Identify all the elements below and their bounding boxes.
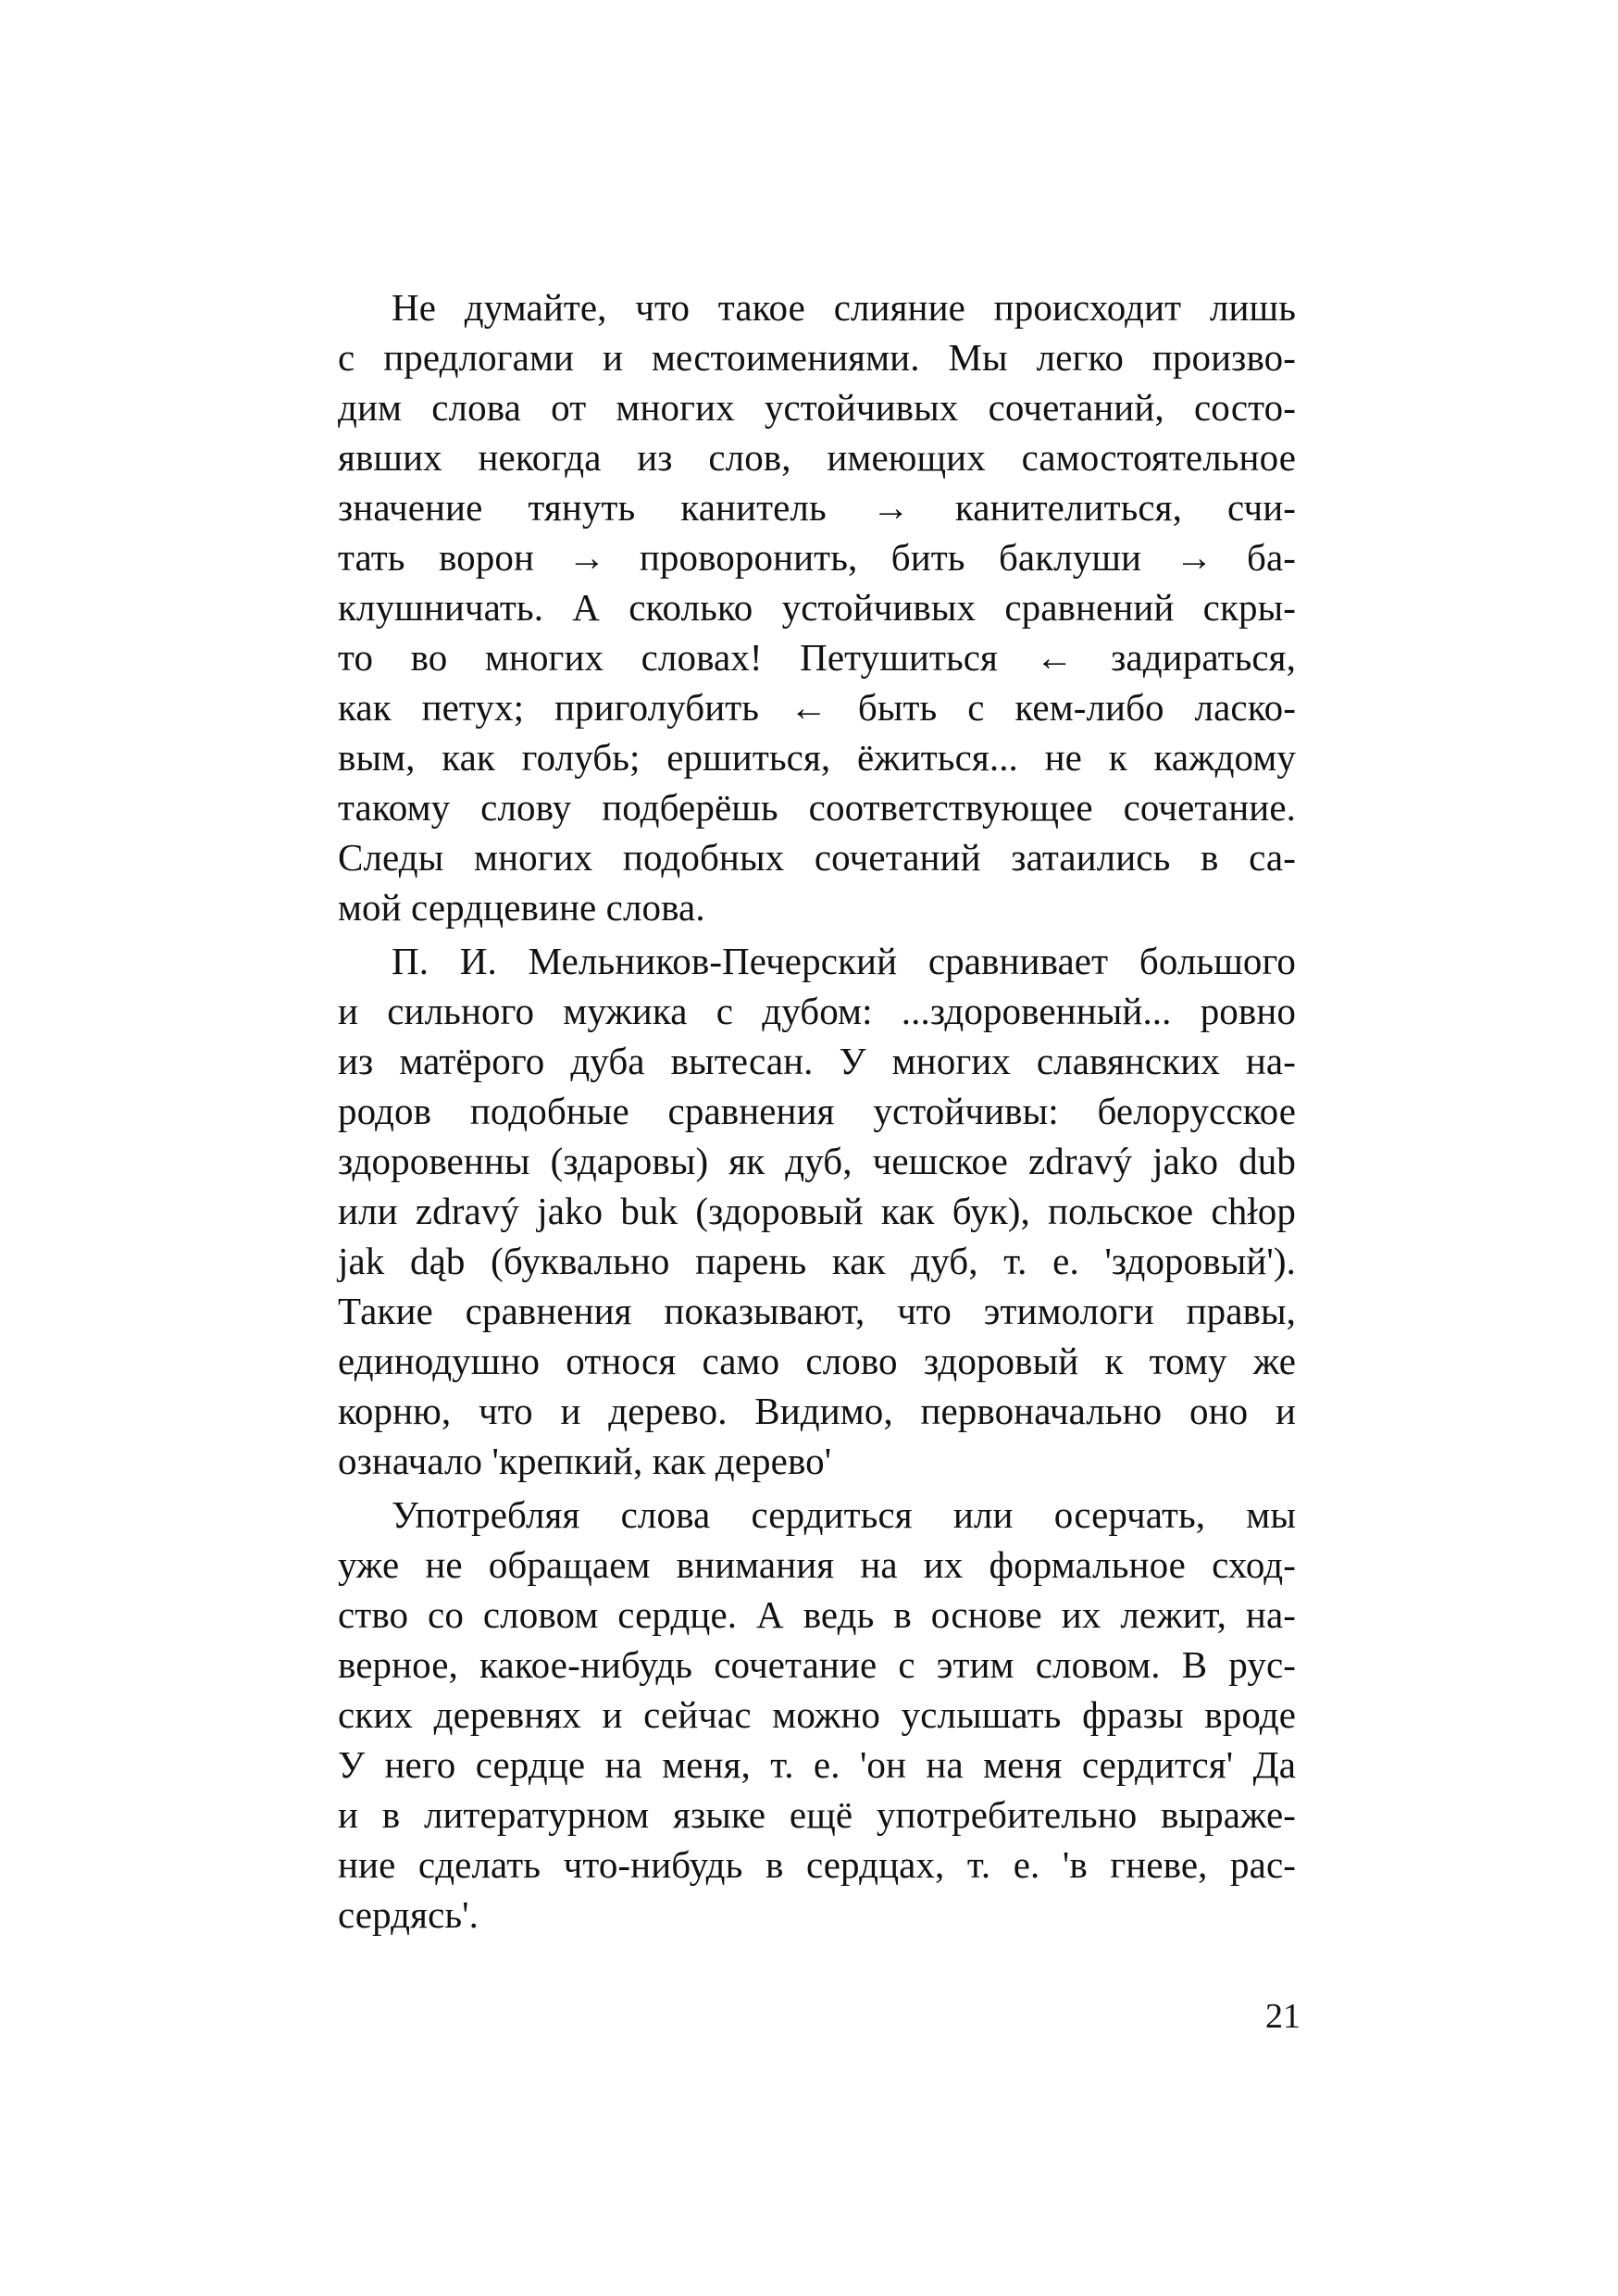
text-line: родов подобные сравнения устойчивы: белорусское <box>338 1090 1296 1132</box>
text-line: ских деревнях и сейчас можно услышать фразы вроде <box>338 1693 1296 1736</box>
text-line: верное, какое-нибудь сочетание с этим словом. В рус- <box>338 1643 1296 1686</box>
text-line: с предлогами и местоимениями. Мы легко произво- <box>338 336 1296 379</box>
text-line: тать ворон → проворонить, бить баклуши → ба- <box>338 536 1296 579</box>
text-line: мой сердцевине слова. <box>338 886 705 929</box>
text-line: уже не обращаем внимания на их формальное сход- <box>338 1543 1296 1586</box>
text-line: Такие сравнения показывают, что этимологи правы, <box>338 1290 1296 1332</box>
text-line: означало 'крепкий, как дерево' <box>338 1440 832 1482</box>
text-line: вым, как голубь; ершиться, ёжиться... не к каждому <box>338 736 1296 779</box>
text-line: здоровенны (здаровы) як дуб, чешское zdravý jako dub <box>338 1140 1296 1182</box>
text-line: то во многих словах! Петушиться ← задираться, <box>338 636 1296 679</box>
text-line: дим слова от многих устойчивых сочетаний, состо- <box>338 386 1296 429</box>
text-line: такому слову подберёшь соответствующее сочетание. <box>338 786 1296 829</box>
text-line: Следы многих подобных сочетаний затаились в са- <box>338 836 1296 879</box>
text-line: Не думайте, что такое слияние происходит лишь <box>392 286 1296 329</box>
text-line: и сильного мужика с дубом: ...здоровенный... ровно <box>338 990 1296 1032</box>
text-line: явших некогда из слов, имеющих самостоятельное <box>338 436 1296 479</box>
text-line: корню, что и дерево. Видимо, первоначально оно и <box>338 1390 1296 1432</box>
text-line: как петух; приголубить ← быть с кем-либо ласко- <box>338 686 1296 729</box>
text-line: jak dąb (буквально парень как дуб, т. е. 'здоровый'). <box>338 1240 1296 1282</box>
text-line: сердясь'. <box>338 1893 479 1936</box>
text-line: и в литературном языке ещё употребительно выраже- <box>338 1793 1296 1836</box>
body-text <box>338 282 1296 1940</box>
text-line: ние сделать что-нибудь в сердцах, т. е. 'в гневе, рас- <box>338 1843 1296 1886</box>
text-line: У него сердце на меня, т. е. 'он на меня сердится' Да <box>338 1743 1296 1786</box>
text-line: П. И. Мельников-Печерский сравнивает большого <box>392 940 1296 982</box>
text-line: клушничать. А сколько устойчивых сравнений скры- <box>338 586 1296 629</box>
page-number: 21 <box>1265 1997 1301 2036</box>
text-line: значение тянуть канитель → канителиться, счи- <box>338 486 1296 529</box>
text-line: Употребляя слова сердиться или осерчать, мы <box>392 1493 1296 1536</box>
text-line: или zdravý jako buk (здоровый как бук), польское chłop <box>338 1190 1296 1232</box>
text-line: ство со словом сердце. А ведь в основе их лежит, на- <box>338 1593 1296 1636</box>
text-line: из матёрого дуба вытесан. У многих славянских на- <box>338 1040 1296 1082</box>
text-line: единодушно относя само слово здоровый к тому же <box>338 1340 1296 1382</box>
